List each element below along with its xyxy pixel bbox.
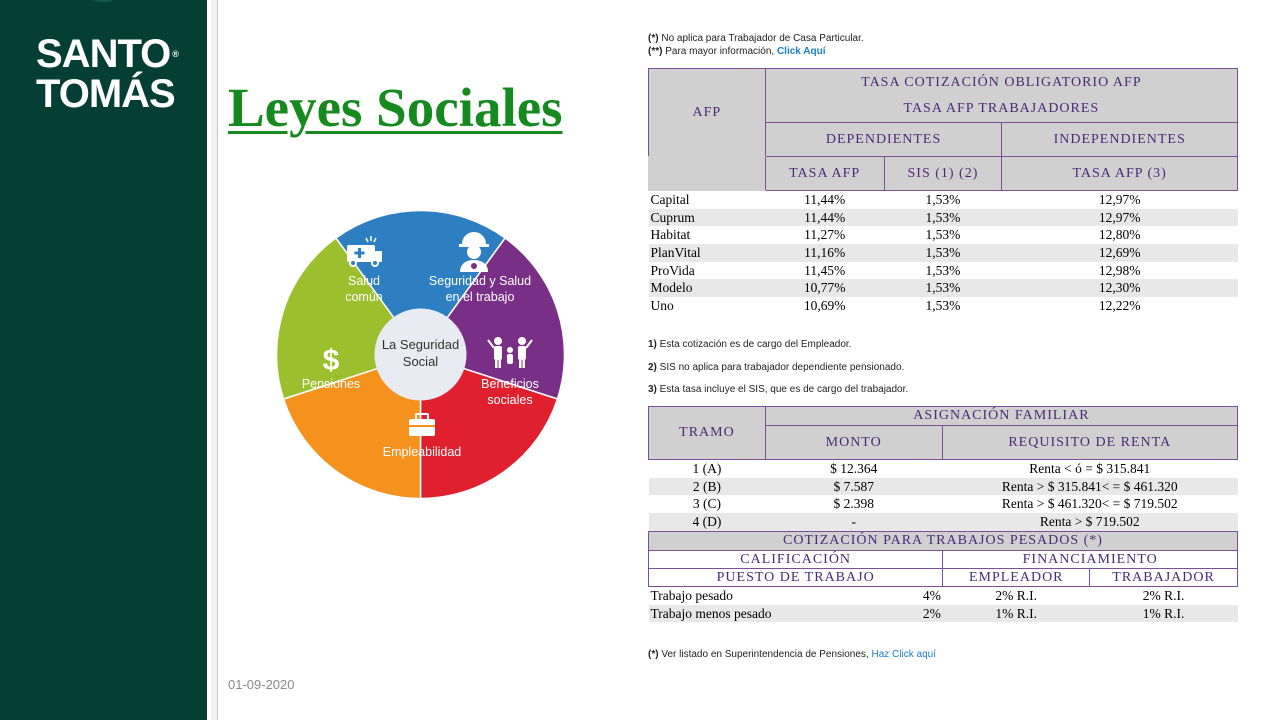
note-2: 2) SIS no aplica para trabajador dependiente pensionado.: [648, 362, 905, 373]
puesto-header: PUESTO DE TRABAJO: [649, 569, 943, 587]
segment-label-seguridad-2: en el trabajo: [445, 290, 515, 304]
puesto-value: Trabajo pesado: [650, 588, 733, 603]
afp-main-header: TASA COTIZACIÓN OBLIGATORIO AFP TASA AFP TRABAJADORES: [765, 69, 1237, 123]
tasa-afp-indep-header: TASA AFP (3): [1002, 157, 1238, 191]
dollar-icon: [323, 344, 340, 377]
monto-header: MONTO: [765, 426, 942, 460]
afp-tasa: 11,44%: [804, 192, 846, 207]
requisito-value: Renta > $ 461.320< = $ 719.502: [1001, 496, 1178, 512]
afp-tasa-indep: 12,98%: [1098, 262, 1141, 278]
segment-label-salud-2: común: [345, 290, 383, 304]
afp-tasa-indep: 12,22%: [1098, 298, 1141, 314]
page-title: Leyes Sociales: [228, 77, 563, 138]
afp-table: [648, 68, 1238, 315]
afp-sis: 1,53%: [925, 192, 961, 207]
afp-name: PlanVital: [649, 244, 766, 262]
dependientes-header: DEPENDIENTES: [765, 123, 1002, 157]
afp-tasa: 10,77%: [765, 279, 884, 297]
porcentaje-value: 2%: [918, 605, 943, 623]
financiamiento-header: FINANCIAMIENTO: [943, 551, 1238, 569]
social-security-wheel: [276, 210, 565, 499]
requisito-header: REQUISITO DE RENTA: [942, 426, 1237, 460]
pesados-header: COTIZACIÓN PARA TRABAJOS PESADOS (*): [649, 532, 1238, 551]
sidebar: [0, 0, 207, 720]
afp-tasa: 11,27%: [804, 227, 846, 243]
segment-label-salud-1: Salud: [348, 274, 380, 288]
independientes-header: INDEPENDIENTES: [1002, 123, 1238, 157]
table-row: [649, 587, 1238, 605]
afp-sis: 1,53%: [884, 244, 1002, 262]
note-superintendencia: (*) Ver listado en Superintendencia de Pensiones, Haz Click aquí: [648, 649, 936, 660]
empleador-value: 2% R.I.: [995, 588, 1038, 603]
afp-tasa-indep: 12,97%: [1002, 209, 1238, 227]
sidebar-divider-shade: [211, 0, 218, 720]
empleador-value: 1% R.I.: [943, 605, 1090, 623]
monto-value: $ 7.587: [765, 478, 942, 496]
segment-label-pensiones: Pensiones: [301, 377, 361, 391]
afp-name: Capital: [650, 192, 690, 207]
asignacion-familiar-table: [648, 406, 1238, 531]
svg-text:$: $: [322, 344, 340, 377]
table-row: [649, 495, 1238, 513]
afp-sis: 1,53%: [925, 262, 961, 278]
requisito-value: Renta > $ 315.841< = $ 461.320: [942, 478, 1237, 496]
requisito-value: Renta > $ 719.502: [942, 513, 1237, 531]
empleador-header: EMPLEADOR: [943, 569, 1090, 587]
note-1: 1) Esta cotización es de cargo del Empleador.: [648, 339, 852, 350]
table-row: [649, 191, 1238, 209]
calificacion-header: CALIFICACIÓN: [649, 551, 943, 569]
monto-value: -: [765, 513, 942, 531]
table-row: [649, 279, 1238, 297]
afp-tasa-indep: 12,97%: [1098, 192, 1141, 207]
afp-sis: 1,53%: [884, 209, 1002, 227]
wheel-center-line1: La Seguridad: [381, 337, 460, 352]
note-mayor-info: (**) Para mayor información, Click Aquí: [648, 46, 826, 57]
asignacion-header: ASIGNACIÓN FAMILIAR: [765, 407, 1237, 426]
afp-name: Modelo: [649, 279, 766, 297]
segment-label-beneficios-1: Beneficios: [481, 377, 539, 391]
table-row: [649, 297, 1238, 315]
segment-label-beneficios-2: sociales: [487, 393, 533, 407]
wheel-center-line2: Social: [402, 354, 439, 369]
trabajador-value: 1% R.I.: [1090, 605, 1238, 623]
monto-value: $ 12.364: [830, 461, 878, 476]
afp-name: Uno: [650, 298, 674, 314]
table-row: [649, 513, 1238, 531]
afp-name: Cuprum: [649, 209, 766, 227]
click-aqui-link[interactable]: Click Aquí: [776, 46, 826, 57]
sis-header: SIS (1) (2): [884, 157, 1002, 191]
afp-tasa: 11,44%: [765, 209, 884, 227]
segment-label-empleabilidad: Empleabilidad: [382, 445, 462, 459]
tramo-value: 4 (D): [649, 513, 766, 531]
logo-arc: [78, 0, 128, 2]
brand-line2: TOMÁS: [36, 72, 175, 116]
slide-date: 01-09-2020: [228, 677, 295, 692]
afp-header: AFP: [649, 69, 766, 157]
tramo-value: 3 (C): [692, 496, 721, 512]
requisito-value: Renta < ó = $ 315.841: [1029, 461, 1151, 476]
table-row: [649, 226, 1238, 244]
afp-header-spacer: [649, 157, 766, 191]
tramo-value: 1 (A): [692, 461, 722, 476]
note-casa-particular: (*) No aplica para Trabajador de Casa Particular.: [648, 33, 864, 44]
afp-tasa: 11,16%: [765, 244, 884, 262]
tramo-header: TRAMO: [649, 407, 766, 460]
tasa-afp-header: TASA AFP: [765, 157, 884, 191]
porcentaje-value: 4%: [922, 588, 941, 603]
trabajador-value: 2% R.I.: [1142, 588, 1185, 603]
puesto-value: Trabajo menos pesado: [649, 605, 918, 623]
haz-click-aqui-link[interactable]: Haz Click aquí: [871, 649, 936, 660]
table-row: [649, 209, 1238, 227]
table-row: [649, 262, 1238, 280]
afp-sis: 1,53%: [925, 227, 961, 243]
monto-value: $ 2.398: [833, 496, 874, 512]
trabajador-header: TRABAJADOR: [1090, 569, 1238, 587]
table-row: [649, 244, 1238, 262]
afp-sis: 1,53%: [925, 298, 961, 314]
afp-name: ProVida: [650, 262, 695, 278]
brand-logo: [36, 34, 178, 114]
table-row: [649, 460, 1238, 478]
afp-tasa: 11,45%: [804, 262, 846, 278]
tramo-value: 2 (B): [649, 478, 766, 496]
afp-tasa: 10,69%: [803, 298, 846, 314]
table-row: [649, 478, 1238, 496]
note-3: 3) Esta tasa incluye el SIS, que es de cargo del trabajador.: [648, 384, 909, 395]
segment-label-seguridad-1: Seguridad y Salud: [428, 274, 532, 288]
table-row: [649, 605, 1238, 623]
afp-name: Habitat: [650, 227, 691, 243]
trabajos-pesados-table: [648, 531, 1238, 622]
afp-tasa-indep: 12,69%: [1002, 244, 1238, 262]
brand-line1: SANTO ®: [36, 32, 178, 76]
afp-sis: 1,53%: [884, 279, 1002, 297]
afp-tasa-indep: 12,30%: [1002, 279, 1238, 297]
afp-tasa-indep: 12,80%: [1098, 227, 1141, 243]
